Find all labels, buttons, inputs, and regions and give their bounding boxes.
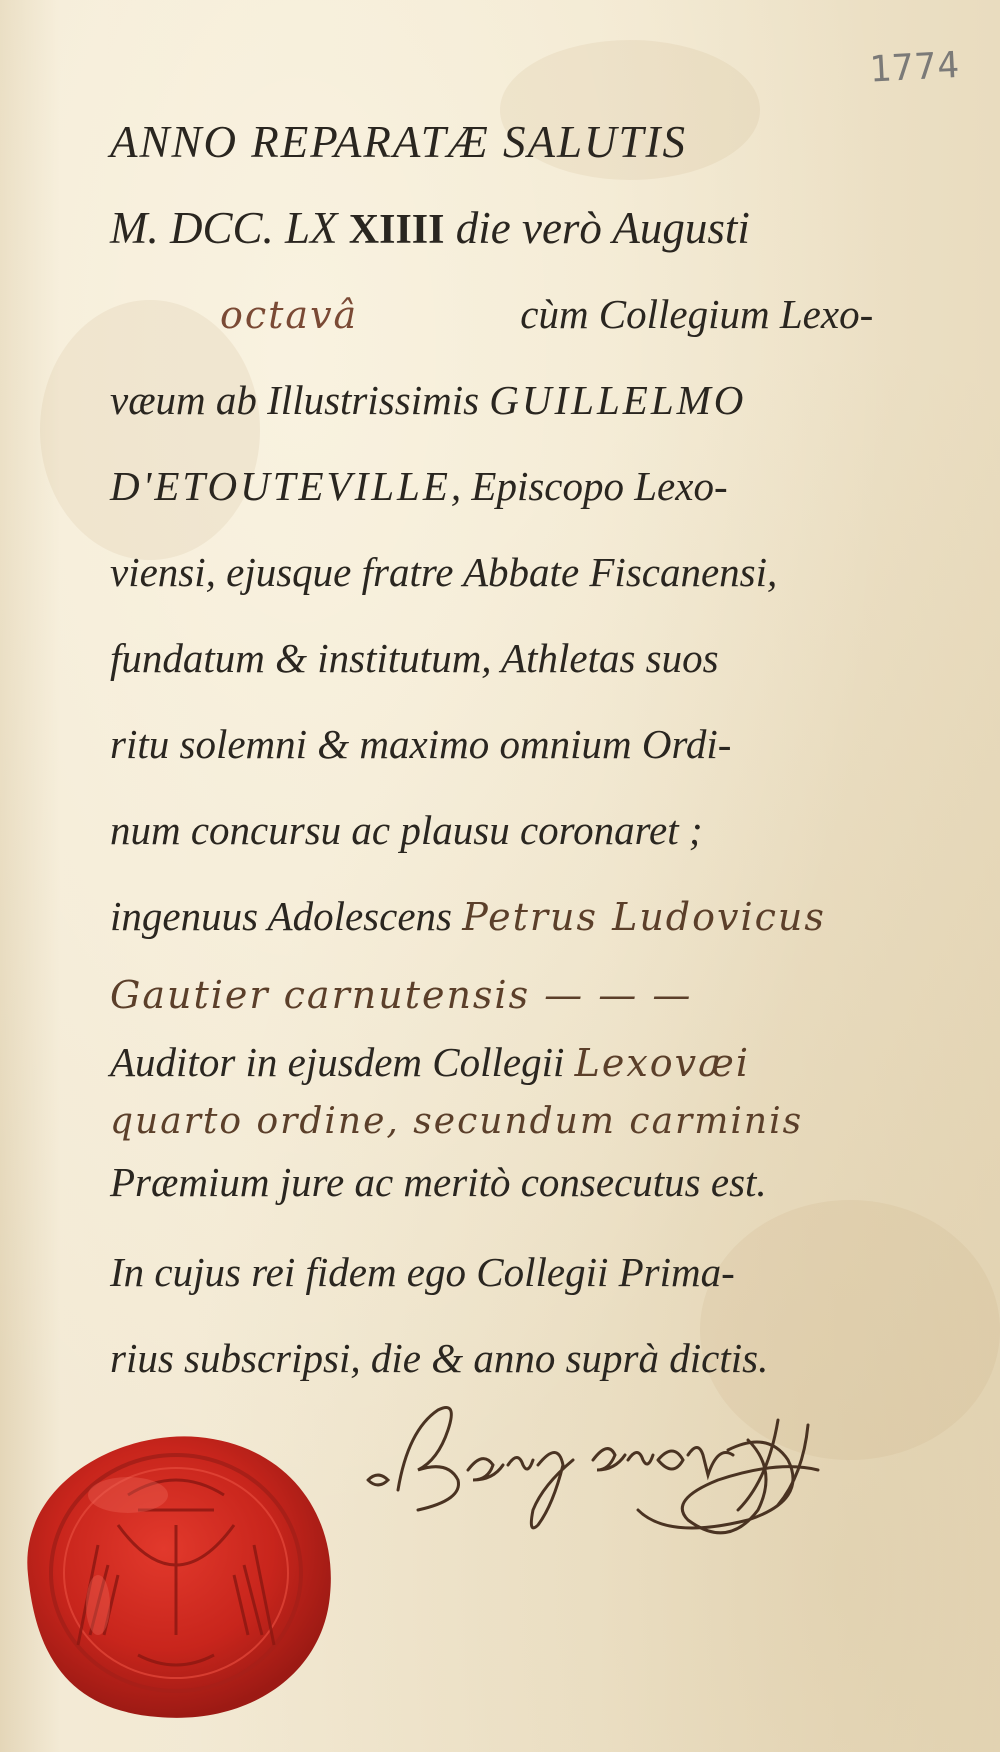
- prize-line: Præmium jure ac meritò consecutus est.: [110, 1159, 767, 1205]
- class-rank-hand: quarto ordine, secundum carminis: [110, 1101, 804, 1142]
- college-name-hand: Lexovæi: [574, 1041, 751, 1085]
- student-intro: ingenuus Adolescens: [110, 893, 452, 939]
- signature: [358, 1380, 878, 1560]
- founder-surname: D'ETOUTEVILLE: [110, 463, 451, 509]
- text-line-8: ritu solemni & maximo omnium Ordi-: [110, 721, 732, 767]
- date-line: [110, 198, 910, 258]
- founder-name: GUILLELMO: [489, 377, 747, 423]
- wax-seal-icon: [8, 1425, 348, 1725]
- month-text: die verò Augusti: [455, 203, 750, 253]
- bishop-text: , Episcopo Lexo-: [450, 463, 728, 509]
- day-line: [110, 284, 910, 344]
- founder-surname-line: [110, 456, 910, 516]
- day-handwritten: octavâ: [220, 293, 359, 337]
- text-line-16: rius subscripsi, die & anno suprà dictis.: [110, 1335, 769, 1381]
- auditor-text: Auditor in ejusdem Collegii: [110, 1039, 565, 1085]
- student-surname-hand: Gautier carnutensis — — —: [110, 973, 693, 1017]
- auditor-line: [110, 1034, 910, 1090]
- text-line-6: viensi, ejusque fratre Abbate Fiscanensi,: [110, 549, 778, 595]
- text-line-7: fundatum & institutum, Athletas suos: [110, 635, 719, 681]
- student-line: [110, 886, 910, 946]
- text-line-15: In cujus rei fidem ego Collegii Prima-: [110, 1249, 735, 1295]
- archive-number-annotation: 1774: [868, 44, 961, 91]
- founder-line: [110, 370, 910, 430]
- signature-icon: [358, 1380, 878, 1560]
- year-hand-numeral: XIIII: [348, 207, 445, 253]
- student-name-hand: Petrus Ludovicus: [462, 895, 826, 939]
- wax-seal: [8, 1425, 348, 1725]
- college-text: cùm Collegium Lexo-: [520, 291, 874, 337]
- founder-intro: væum ab Illustrissimis: [110, 377, 480, 423]
- text-line-9: num concursu ac plausu coronaret ;: [110, 807, 703, 853]
- heading-text: ANNO REPARATÆ SALUTIS: [110, 117, 688, 167]
- year-printed: M. DCC. LX: [110, 203, 338, 253]
- heading-line: [110, 112, 910, 172]
